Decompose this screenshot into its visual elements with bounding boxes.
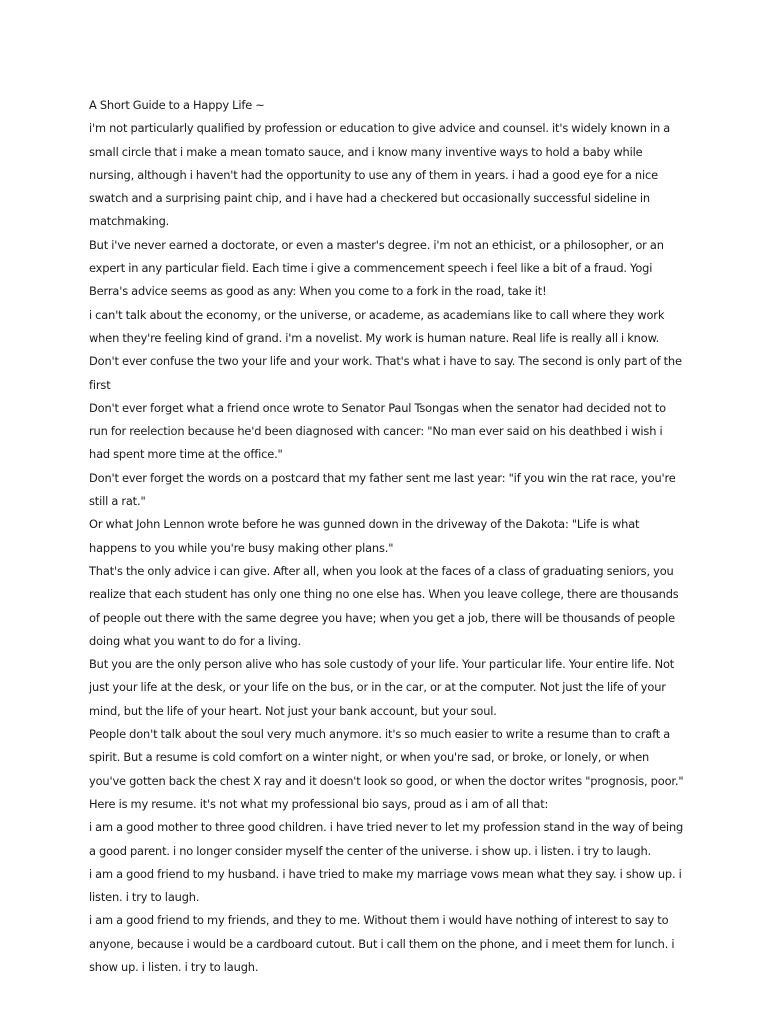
paragraph: i am a good mother to three good children. i have tried never to let my profession stand in the way of being a good parent. i no longer consider myself the center of the universe. i show up. i listen. i try to laugh. <box>89 820 684 858</box>
document-body <box>89 94 685 979</box>
paragraph: Don't ever forget what a friend once wrote to Senator Paul Tsongas when the senator had decided not to run for reelection because he'd been diagnosed with cancer: "No man ever said on his deathbed i wish i had spent more time at the office." <box>89 400 666 462</box>
document-title: A Short Guide to a Happy Life ~ <box>89 98 265 112</box>
paragraph: But you are the only person alive who has sole custody of your life. Your particular life. Your entire life. Not just your life at the desk, or your life on the bus, or in the car, or at the computer. Not just the life of your mind, but the life of your heart. Not just your bank account, but your soul. <box>89 657 675 718</box>
paragraph: Here is my resume. it's not what my professional bio says, proud as i am of all that: <box>89 796 549 811</box>
paragraph: i'm not particularly qualified by profession or education to give advice and counsel. it's widely known in a small circle that i make a mean tomato sauce, and i know many inventive ways to hold a baby while nursing, although i haven't had the opportunity to use any of them in years. i had a good eye for a nice swatch and a surprising paint chip, and i have had a checkered but occasionally successful sideline in matchmaking. <box>89 121 671 229</box>
paragraph: i am a good friend to my friends, and they to me. Without them i would have nothing of interest to say to anyone, because i would be a cardboard cutout. But i call them on the phone, and i meet them for lunch. i show up. i listen. i try to laugh. <box>89 913 675 974</box>
paragraph: But i've never earned a doctorate, or even a master's degree. i'm not an ethicist, or a philosopher, or an expert in any particular field. Each time i give a commencement speech i feel like a bit of a fraud. Yogi Berra's advice seems as good as any: When you come to a fork in the road, take it! <box>89 237 664 299</box>
paragraph: Don't ever forget the words on a postcard that my father sent me last year: "if you win the rat race, you're still a rat." <box>89 470 676 509</box>
paragraph: People don't talk about the soul very much anymore. it's so much easier to write a resume than to craft a spirit. But a resume is cold comfort on a winter night, or when you're sad, or broke, or lonely, or when you've gotten back the chest X ray and it doesn't look so good, or when the doctor writes "prognosis, poor." <box>89 727 684 788</box>
paragraph: i can't talk about the economy, or the universe, or academe, as academians like to call where they work when they're feeling kind of grand. i'm a novelist. My work is human nature. Real life is really all i know. <box>89 307 665 345</box>
paragraph: Or what John Lennon wrote before he was gunned down in the driveway of the Dakota: "Life is what happens to you while you're busy making other plans." <box>89 517 640 555</box>
paragraph: That's the only advice i can give. After all, when you look at the faces of a class of graduating seniors, you realize that each student has only one thing no one else has. When you leave college, there are thousands of people out there with the same degree you have; when you get a job, there will be thousands of people doing what you want to do for a living. <box>89 563 679 648</box>
paragraph: i am a good friend to my husband. i have tried to make my marriage vows mean what they say. i show up. i listen. i try to laugh. <box>89 866 682 905</box>
paragraph: Don't ever confuse the two your life and your work. That's what i have to say. The second is only part of the first <box>89 354 682 392</box>
